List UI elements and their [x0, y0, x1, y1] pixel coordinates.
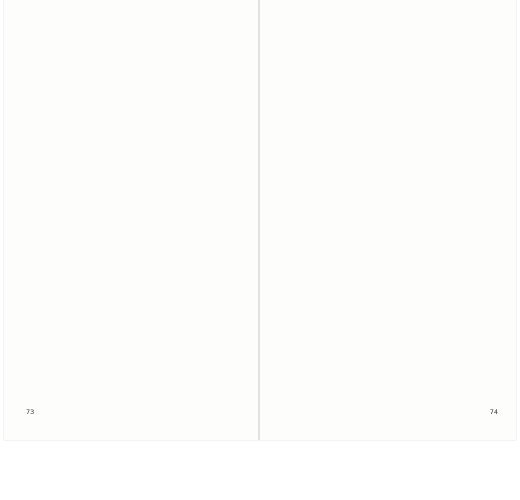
right-page-number: 74: [489, 408, 498, 416]
left-page-text: [22, 52, 246, 382]
left-page-footer: [26, 408, 34, 416]
right-page-text: [276, 52, 500, 382]
left-page-number: 73: [26, 408, 35, 416]
right-page-footer: [484, 408, 498, 416]
right-page: [260, 0, 516, 440]
left-page: [4, 0, 260, 440]
